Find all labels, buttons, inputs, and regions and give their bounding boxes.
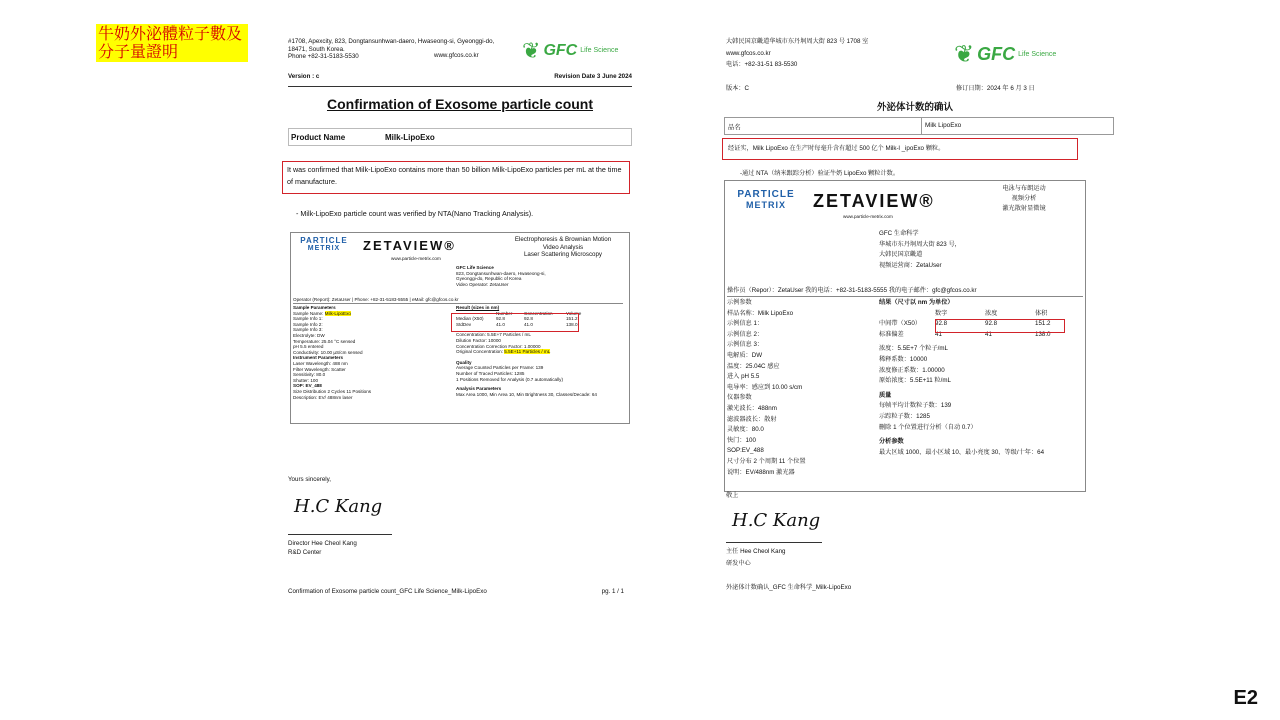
en-product-value: Milk-LipoExo bbox=[385, 132, 435, 142]
en-signature-rule bbox=[288, 534, 392, 535]
en-zeta-cl-0: GFC Life Science bbox=[456, 265, 494, 270]
cn-zetaview-report bbox=[724, 180, 1086, 492]
cn-zeta-rl-2: 激光散射显微镜 bbox=[1002, 205, 1046, 212]
en-product-label: Product Name bbox=[291, 132, 346, 142]
cn-revision: 修订日期：2024 年 6 月 3 日 bbox=[956, 85, 1035, 92]
cn-dilution: 稀释系数：10000 bbox=[879, 355, 928, 363]
cn-zl-4: 示例信息 3： bbox=[727, 341, 764, 349]
cn-product-label: 品名 bbox=[728, 124, 741, 131]
cn-phone: 电话：+82-31-51 83-5530 bbox=[726, 61, 798, 69]
cn-results-head: 数字 浓度 体积 bbox=[935, 309, 1048, 317]
en-zeta-left-col bbox=[293, 305, 443, 400]
en-zl-15: Size Distribution 2 Cycles 11 Positions bbox=[293, 388, 372, 394]
en-closing: Yours sincerely, bbox=[288, 476, 331, 483]
en-zeta-url: www.particle-metrix.com bbox=[391, 256, 441, 261]
en-zl-4: Sample Info 3: bbox=[293, 327, 323, 333]
cn-zl-13: 快门：100 bbox=[727, 436, 756, 444]
cn-pm-bottom: METRIX bbox=[745, 200, 786, 210]
en-signer: Director Hee Cheol Kang bbox=[288, 540, 357, 547]
en-logo-sub: Life Science bbox=[580, 47, 619, 54]
en-zetaview-report bbox=[290, 232, 630, 424]
cn-zl-16: 说明：EV/488nm 激光器 bbox=[727, 468, 795, 476]
en-zeta-rl-2: Laser Scattering Microscopy bbox=[523, 251, 603, 259]
cn-product-row bbox=[724, 117, 1114, 135]
cn-correction: 浓度修正系数：1.00000 bbox=[879, 366, 945, 374]
en-signature: H.C Kang bbox=[294, 496, 383, 517]
cn-address-block bbox=[726, 38, 946, 69]
cn-zeta-operator: 操作员（Repor）：ZetaUser 我的电话：+82-31-5183-5555 我的电子邮件：gfc@gfcos.co.kr bbox=[727, 287, 1083, 297]
en-zl-11: Filter Wavelength: Scatter bbox=[293, 366, 346, 372]
en-zeta-cl-1: 823, Dongtansunhwan-daero, Hwaseong-si, bbox=[456, 270, 546, 276]
page-code: E2 bbox=[1233, 687, 1258, 709]
en-pm-logo bbox=[295, 236, 353, 252]
en-original-conc-row: Original Concentration: 5.5E+11 Particles / mL bbox=[456, 349, 551, 355]
en-address: #1708, Apexcity, 823, Dongtansunhwan-daero, Hwaseong-si, Gyeonggi-do, 18471, South Korea. bbox=[288, 38, 495, 53]
en-zeta-right-lines bbox=[501, 236, 625, 259]
en-original-conc: 5.5E+11 Particles / mL bbox=[504, 349, 551, 355]
en-median-row: Median (X50) 92.8 92.8 151.2 bbox=[456, 316, 578, 322]
cn-quality-title: 质量 bbox=[879, 391, 892, 399]
en-revision: Revision Date 3 June 2024 bbox=[554, 73, 632, 80]
en-pm-top: PARTICLE bbox=[300, 236, 348, 245]
cn-zl-2: 示例信息 1： bbox=[727, 320, 764, 328]
en-zl-16: Description: EV/ 488nm laser bbox=[293, 394, 353, 400]
en-quality-title: Quality bbox=[456, 359, 472, 365]
cn-zeta-cl-0: GFC 生命科学 bbox=[879, 230, 919, 237]
cn-zeta-right-lines bbox=[965, 184, 1083, 214]
cn-original-conc: 原始浓度：5.5E+11 粒/mL bbox=[879, 377, 951, 385]
en-zetaview-name: ZETAVIEW® bbox=[363, 238, 456, 253]
english-certificate bbox=[282, 30, 638, 605]
en-zl-2: Sample Info 1: bbox=[293, 316, 323, 322]
cn-zl-1: 样品名称：Milk LipoExo bbox=[727, 309, 794, 317]
gfc-leaf-icon: ❦ bbox=[522, 38, 541, 63]
en-footer-left: Confirmation of Exosome particle count_GFC Life Science_Milk-LipoExo bbox=[288, 588, 487, 595]
cn-zeta-cl-1: 华城市东丹坰周大街 823 号， bbox=[879, 240, 961, 248]
en-zl-8: Conductivity: 10.00 µS/cm sensed bbox=[293, 349, 363, 355]
en-results-redbox bbox=[451, 313, 579, 332]
en-zeta-cl-3: Video Operator: ZetaUser bbox=[456, 281, 509, 287]
en-zl-14: SOP: EV_488 bbox=[293, 383, 322, 389]
cn-analysis-title: 分析参数 bbox=[879, 438, 904, 446]
en-sample-name-highlight: Milk-LipoExo bbox=[324, 310, 351, 316]
cn-zl-9: 仪器参数 bbox=[727, 394, 752, 402]
en-website: www.gfcos.co.kr bbox=[434, 52, 479, 59]
en-zeta-cl-2: Gyeonggi-do, Republic of Korea bbox=[456, 276, 522, 282]
en-dilution: Dilution Factor: 10000 bbox=[456, 337, 501, 343]
cn-zeta-cl-2: 大韩民国京畿道 bbox=[879, 251, 923, 258]
cn-signature: H.C Kang bbox=[732, 510, 821, 531]
slide-title-tag: 牛奶外泌體粒子數及分子量證明 bbox=[96, 24, 248, 62]
cn-zl-10: 激光波长：488nm bbox=[727, 404, 777, 412]
cn-zl-5: 电解质：DW bbox=[727, 351, 763, 359]
cn-zeta-url: www.particle-metrix.com bbox=[843, 214, 893, 219]
en-zl-12: Sensitivity: 80.0 bbox=[293, 372, 326, 378]
en-product-row bbox=[288, 128, 632, 146]
en-zl-6: Temperature: 25.04 °C sensed bbox=[293, 338, 356, 344]
en-phone: Phone +82-31-5183-5530 bbox=[288, 53, 359, 61]
cn-conc: 浓度：5.5E+7 个粒子/mL bbox=[879, 345, 948, 353]
cn-pm-logo bbox=[731, 189, 801, 210]
cn-zeta-rl-0: 电泳与布朗运动 bbox=[1002, 185, 1046, 192]
cn-zl-12: 灵敏度：80.0 bbox=[727, 426, 764, 434]
cn-zeta-rl-1: 视频分析 bbox=[1011, 195, 1037, 202]
cn-signer: 主任 Hee Cheol Kang bbox=[726, 548, 786, 555]
cn-zl-3: 示例信息 2： bbox=[727, 330, 764, 338]
en-footer-right: pg. 1 / 1 bbox=[601, 588, 624, 595]
en-title: Confirmation of Exosome particle count bbox=[326, 96, 594, 112]
en-zl-9: Instrument Parameters bbox=[293, 355, 344, 361]
chinese-certificate bbox=[720, 30, 1120, 605]
en-pm-bottom: METRIX bbox=[307, 245, 341, 252]
en-analysis-title: Analysis Parameters bbox=[456, 386, 502, 392]
cn-website: www.gfcos.co.kr bbox=[726, 49, 771, 57]
gfc-leaf-icon: ❦ bbox=[954, 41, 975, 68]
cn-results-redbox bbox=[935, 319, 1065, 333]
en-zeta-operator: Operator (Report): ZetaUser | Phone: +82-31-5183-5555 | eMail: gfc@gfcos.co.kr bbox=[293, 297, 623, 304]
en-zl-0: Sample Parameters bbox=[293, 305, 336, 310]
cn-signature-rule bbox=[726, 542, 822, 543]
cn-logo-name: GFC bbox=[977, 44, 1016, 64]
en-zl-10: Laser Wavelength: 488 nm bbox=[293, 360, 348, 366]
cn-pm-top: PARTICLE bbox=[737, 189, 795, 200]
en-zl-1: Sample Name: Milk-LipoExo bbox=[293, 310, 351, 316]
cn-version: 版本：C bbox=[726, 85, 750, 92]
en-sd-row: StdDev 41.0 41.0 138.0 bbox=[456, 321, 578, 327]
cn-footer-left: 外泌体计数确认_GFC 生命科学_Milk-LipoExo bbox=[726, 584, 852, 591]
cn-zetaview-name: ZETAVIEW® bbox=[813, 191, 935, 211]
cn-nta-note: -通过 NTA（纳米跟踪分析）验证牛奶 LipoExo 颗粒计数。 bbox=[740, 170, 900, 177]
en-logo-name: GFC bbox=[543, 42, 578, 59]
en-zeta-results: Result (sizes in nm) Number Concentration Volume Median (X50) 92.8 92.8 151.2 StdDev 41.0 41.0 138.0 Concentration: 5.5E+7 Particles / mL Dilution Factor: 10000 Concentration Correction Factor: 1.00000 Original Concentration: 5.5E+11 Particles / mL Quality Average Counted Particles per Frame: 139 Number of Traced Particles: 1285 1 Positions Removed for Analysis (0.7 automatically) Analysis Parameters Max Area 1000, Min Area 10, Min Brightness 30, Classes/Decade: 64 bbox=[456, 305, 626, 397]
cn-zeta-left-col bbox=[727, 298, 877, 478]
en-header-rule bbox=[288, 86, 632, 87]
cn-zl-0: 示例参数 bbox=[727, 299, 752, 306]
cn-zeta-center-lines bbox=[879, 229, 1029, 271]
en-correction: Concentration Correction Factor: 1.00000 bbox=[456, 343, 541, 349]
en-version: Version : c bbox=[288, 73, 320, 80]
en-results-head: Number Concentration Volume bbox=[496, 310, 582, 316]
cn-logo-sub: Life Science bbox=[1018, 50, 1057, 58]
cn-zl-8: 电导率：感应到 10.00 s/cm bbox=[727, 383, 803, 391]
en-statement-box: It was confirmed that Milk-LipoExo contains more than 50 billion Milk-LipoExo particles per mL at the time of manufacture. bbox=[282, 161, 630, 194]
en-zeta-center-lines bbox=[456, 265, 576, 287]
en-nta-note: - Milk-LipoExo particle count was verified by NTA(Nano Tracking Analysis). bbox=[296, 209, 534, 218]
en-zl-13: Shutter: 100 bbox=[293, 377, 319, 383]
cn-zeta-cl-3: 视频运营商：ZetaUser bbox=[879, 261, 942, 269]
cn-zl-15: 尺寸分布 2 个周期 11 个位置 bbox=[727, 457, 806, 465]
en-zeta-rl-1: Video Analysis bbox=[542, 243, 584, 251]
cn-zl-7: 进入 pH 5.5 bbox=[727, 373, 760, 381]
cn-results-title: 结果（尺寸以 nm 为单位） bbox=[879, 299, 954, 306]
cn-dept: 研发中心 bbox=[726, 560, 751, 567]
en-dept: R&D Center bbox=[288, 549, 322, 556]
cn-median-row: 中间带（X50） 92.8 92.8 151.2 bbox=[879, 320, 1051, 328]
cn-address: 大韩民国京畿道华城市东丹坰周大街 823 号 1708 室 bbox=[726, 38, 869, 45]
cn-zl-14: SOP:EV_488 bbox=[727, 447, 764, 455]
en-conc: Concentration: 5.5E+7 Particles / mL bbox=[456, 332, 531, 338]
en-gfc-logo bbox=[522, 38, 618, 64]
cn-gfc-logo bbox=[954, 40, 1056, 69]
en-zl-3: Sample Info 2: bbox=[293, 321, 323, 327]
en-zl-5: Electrolyte: DW bbox=[293, 332, 325, 338]
cn-closing: 敬上 bbox=[726, 492, 739, 499]
cn-statement-box: 经证实，Milk LipoExo 在生产时每毫升含有超过 500 亿个 Milk-l _ipoExo 颗粒。 bbox=[722, 138, 1078, 160]
cn-sd-row: 标准偏差 41 41 138.0 bbox=[879, 330, 1051, 338]
en-zeta-rl-0: Electrophoresis & Brownian Motion bbox=[514, 236, 612, 243]
cn-product-value: Milk LipoExo bbox=[925, 122, 962, 129]
cn-title: 外泌体计数的确认 bbox=[876, 102, 953, 113]
en-results-title: Result (sizes in nm) bbox=[456, 305, 500, 310]
cn-zl-11: 滤波器波长：散射 bbox=[727, 415, 777, 423]
cn-zl-6: 温度：25.04C 感应 bbox=[727, 362, 780, 370]
cn-zeta-results: 结果（尺寸以 nm 为单位） 数字 浓度 体积 中间带（X50） 92.8 92.8 151.2 标准偏差 41 41 138.0 浓度：5.5E+7 个粒子/mL 稀释系数：10000 浓度修正系数：1.00000 原始浓度：5.5E+11 粒/mL 质量 每帧平均计数粒子数：139 示踪粒子数：1285 删除 1 个位置进行分析（自动 0.7） 分析参数 最大区域 1000、最小区域 10、最小亮度 30、等级/十年：64 bbox=[879, 298, 1083, 458]
en-zl-7: pH 5.5 entered bbox=[293, 344, 324, 350]
